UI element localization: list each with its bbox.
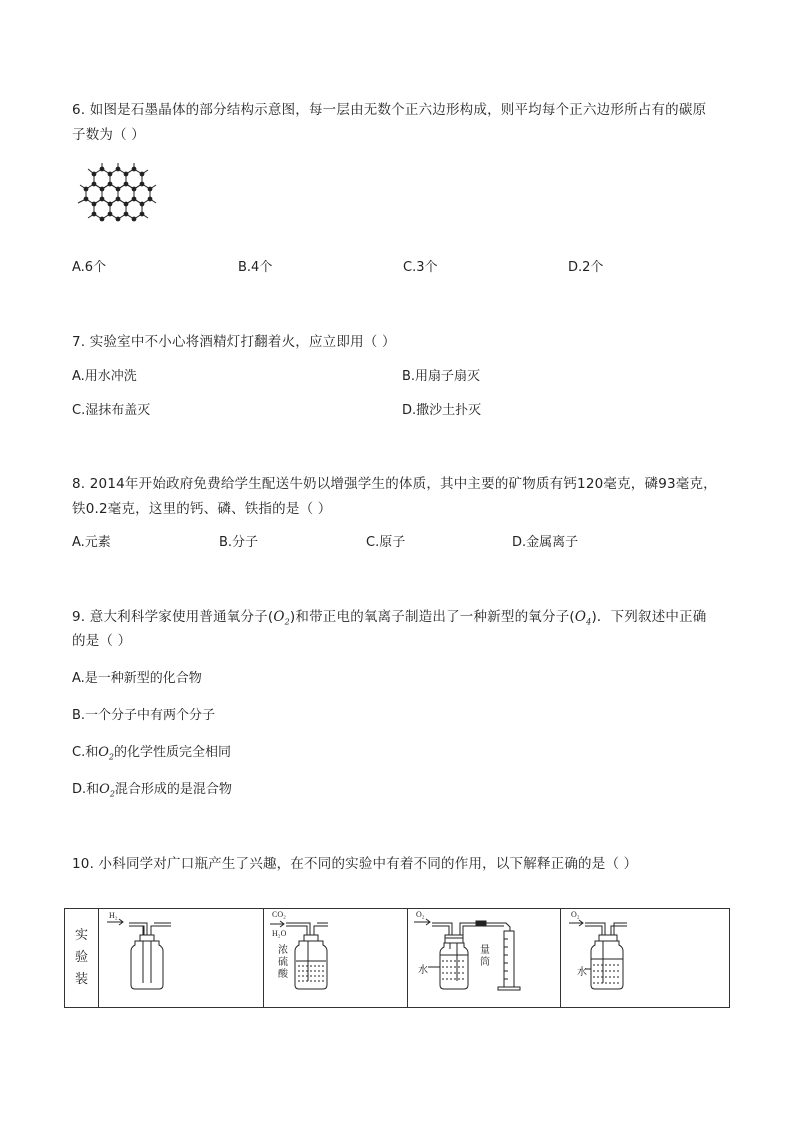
q7-option-b[interactable]: B.用扇子扇灭 [402,369,481,384]
q7-option-d[interactable]: D.撒沙土扑灭 [402,403,482,418]
q10-stem: 10. 小科同学对广口瓶产生了兴趣，在不同的实验中有着不同的作用，以下解释正确的是（ ） [72,856,638,872]
q9-option-c[interactable]: C.和$O_2$的化学性质完全相同 [72,745,231,762]
q9-stem-line1: 9. 意大利科学家使用普通氧分子$(O_2)$和带正电的氧离子制造出了一种新型的氧分子$(O_4)$．下列叙述中正确 [72,609,707,627]
q8-option-a[interactable]: A.元素 [72,535,111,550]
graphite-structure-figure [72,160,158,222]
water-label-4: 水 [577,967,587,978]
graduated-cylinder-label: 量 筒 [480,945,490,968]
q8-stem-line1: 8. 2014年开始政府免费给学生配送牛奶以增强学生的体质，其中主要的矿物质有钙120毫克，磷93毫克， [72,476,717,492]
q6-option-d[interactable]: D.2个 [568,260,604,275]
q8-option-b[interactable]: B.分子 [219,535,259,550]
q6-option-c[interactable]: C.3个 [403,260,438,275]
q8-option-d[interactable]: D.金属离子 [512,535,579,550]
o4-formula: $O_4$ [574,609,592,627]
q9-stem-line2: 的是（ ） [72,633,132,649]
q7-option-a[interactable]: A.用水冲洗 [72,369,137,384]
apparatus-table [64,908,730,1008]
apparatus-cell-4: O₂ 水 [561,909,730,1008]
apparatus-label-cell: 实 验 装 [65,909,99,1008]
conc-sulfuric-acid-label: 浓 硫 酸 [278,945,288,980]
q7-stem: 7. 实验室中不小心将酒精灯打翻着火，应立即用（ ） [72,334,396,350]
bottle-h2-diagram [99,909,263,1003]
apparatus-cell-3: O₂ 水 量 筒 [408,909,561,1008]
q6-option-a[interactable]: A.6个 [72,260,107,275]
bottle-o2-water-diagram [561,909,729,1003]
water-label-3: 水 [418,965,428,976]
q6-stem-line1: 6. 如图是石墨晶体的部分结构示意图，每一层由无数个正六边形构成，则平均每个正六边形所占有的碳原 [72,102,707,118]
o2-formula: $O_2$ [273,609,290,627]
q7-option-c[interactable]: C.湿抹布盖灭 [72,403,151,418]
q9-option-b[interactable]: B.一个分子中有两个分子 [72,708,216,723]
q9-option-d[interactable]: D.和$O_2$混合形成的是混合物 [72,782,232,799]
apparatus-cell-1: H₂ [99,909,264,1008]
q8-stem-line2: 铁0.2毫克，这里的钙、磷、铁指的是（ ） [72,501,332,517]
q6-option-b[interactable]: B.4个 [238,260,273,275]
q6-stem-line2: 子数为（ ） [72,127,145,143]
apparatus-cell-2: CO₂ H₂O 浓 硫 酸 [264,909,408,1008]
q9-option-a[interactable]: A.是一种新型的化合物 [72,671,202,686]
q8-option-c[interactable]: C.原子 [366,535,406,550]
